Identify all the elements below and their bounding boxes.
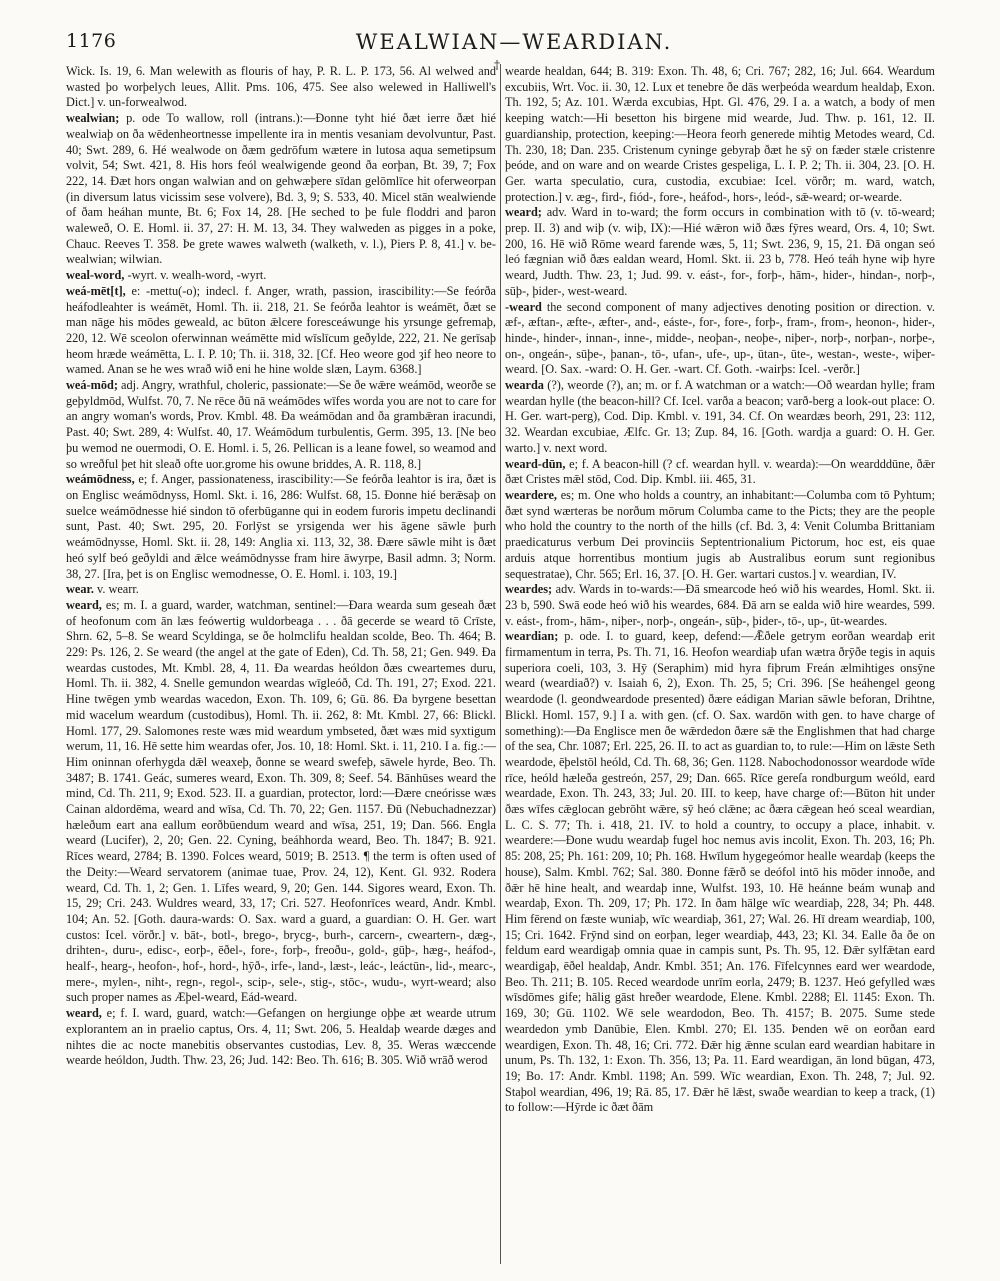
dictionary-entry: [66, 284, 496, 378]
headword: weal-word,: [66, 268, 125, 283]
entry-body: es; m. I. a guard, warder, watchman, sentinel:—Ðara wearda sum geseah ðæt of heofonum com ān læs feówertig wuldorbeaga . . . ðā gecerde se weard tō Crīste, Shrn. 62, 5–8. Se weard Scyldinga, se ðe holmclifu healdan scolde, Beo. Th. 464; B. 229: Ps. 126, 2. Se weard (the angel at the gate of Eden), Cd. Th. 58, 21; Gen. 949. Ða weardas custodes, Mt. Kmbl. 28, 4, 11. Ða weardas heóldon ðæs cweartemes duru, Homl. Th. ii. 382, 4. Snelle gemundon weardas wīgleóð, Cd. Th. 191, 27; Exod. 221. Hine twēgen ymb weardas wacedon, Exon. Th. 109, 6; Gū. 86. Ða byrgene besettan mid wacelum weardum (custodibus), Homl. Th. ii. 262, 8: Mt. Kmbl. 27, 66: Blickl. Homl. 177, 29. Salomones reste wæs mid weardum ymbseted, ðæt wæs mid syxtigum werum, 11, 16. Hē sette him weardas ofer, Jos. 10, 18: Homl. Skt. i. 11, 210. I a. fig.:—Him oninnan oferhygda dǣl weaxeþ, ðonne se weard swefeþ, sāwele hyrde, Beo. Th. 3487; B. 1741. Geác, sumeres weard, Exon. Th. 309, 8; Seef. 54. Bānhūses weard the mind, Cd. Th. 211, 9; Exod. 523. II. a guardian, protector, lord:—Ðære cneórisse wæs Cainan aldordēma, weard and wīsa, Cd. Th. 70, 22; Gen. 1157. Ðū (Nebuchadnezzar) hæleðum eart ana eallum eorðbūendum weard and wīsa, 251, 19; Dan. 566. Engla weard (Lucifer), 2, 20; Gen. 22. Cyning, beáhhorda weard, Beo. Th. 1847; B. 921. Rīces weard, 2784; B. 1390. Folces weard, 5019; B. 2513. ¶ the term is often used of the Deity:—Weard servatorem (animae tuae, Prov. 24, 12), Kent. Gl. 932. Rodera weard, Cd. Th. 1, 2; Gen. 1. Līfes weard, 9, 20; Gen. 144. Sigores weard, Exon. Th. 15, 29; Cri. 243. Wuldres weard, 33, 17; Cri. 527. Heofonrīces weard, Andr. Kmbl. 104; An. 52. [Goth. daura-wards: O. Sax. ward a guard, a guardian: O. H. Ger. wart custos: Icel. vörðr.] v. bāt-, botl-, brego-, brycg-, burh-, carcern-, cweartern-, dæg-, drihten-, duru-, edisc-, eorþ-, ēðel-, fore-, forþ-, freoðu-, gold-, gūþ-, hæg-, heáfod-, healf-, hearg-, heofon-, hof-, hord-, hȳð-, irfe-, land-, læst-, leác-, leáctūn-, lid-, mearc-, mere-, mylen-, niht-, regn-, regol-, scip-, sele-, stig-, stōc-, wudu-, wyrt-weard; also such proper names as Æþel-weard, Eád-weard.: [66, 597, 496, 1005]
dictionary-entry: [505, 629, 935, 1116]
dictionary-entry: [505, 205, 935, 299]
entry-body: the second component of many adjectives denoting position or direction. v. æf-, æftan-, æfte-, æfter-, and-, eáste-, for-, fore-, forþ-, fram-, from-, heonon-, hider-, hinde-, hinder-, innan-, inne-, midde-, neoþan-, neoþe-, niþer-, norþ-, norþan-, norþe-, on-, ongeán-, sūþe-, þanan-, tō-, ufan-, ufe-, up-, ūtan-, ūte-, westan-, weste-, wiþer-weard. [O. Sax. -ward: O. H. Ger. -wart. Cf. Goth. -wairþs: Icel. -verðr.]: [505, 299, 935, 377]
entry-body: e: -mettu(-o); indecl. f. Anger, wrath, passion, irascibility:—Se feórða heáfodleahter is weámēt, Homl. Th. ii. 218, 21. Se feórða leahtor is weámēt, ðæt se man nāge his mōdes geweald, ac būton ǣlcere foresceáwunge his yrsunge gefremaþ, 220, 12. Wē sceolon oferwinnan weámētte mid wīslīcum geðylde, 222, 21. Ne gerīsaþ heom hræde weámētta, L. I. P. 10; Th. ii. 318, 32. [Cf. Heo weore god ȝif heo neore to wamed. Anan se he wes wrað wið eni he hine wolde slæn, Laym. 6368.]: [66, 283, 496, 377]
headword: weard,: [66, 1006, 102, 1021]
headword: weá-mōd;: [66, 378, 118, 393]
dictionary-entry: [66, 378, 496, 472]
headword: weard,: [66, 597, 102, 612]
dictionary-entry: [505, 378, 935, 457]
entry-body: adj. Angry, wrathful, choleric, passionate:—Se ðe wǣre weámōd, weorðe se geþyldmōd, Wulfst. 70, 7. Ne rēce ðū nā weámōdes wīfes worda you are not to care for an angry woman's words, Prov. Kmbl. 48. Ða weámōdan and ða grambǣran iracundi, Past. 40; Swt. 289, 4: Wulfst. 40, 17. Weámōdum turbulentis, Germ. 395, 13. [Ne beo þu wemod ne ouermodi, O. E. Homl. i. 5, 26. Pellican is a leane fowel, so weamod and so wreðful þet hit sleað ofte uor.grome his owune briddes, A. R. 118, 8.]: [66, 378, 496, 471]
headword: wear.: [66, 582, 94, 597]
entry-body: Wick. Is. 19, 6. Man welewith as flouris of hay, P. R. L. P. 173, 56. Al welwed and wasted þo worþelych leues, Allit. Pms. 106, 475. See also welewed in Halliwell's Dict.] v. un-forwealwod.: [66, 64, 496, 110]
right-column: [505, 64, 935, 1269]
entry-body: es; m. One who holds a country, an inhabitant:—Columba com tō Pyhtum; ðæt synd wærteras be norðum mōrum Columba came to the Picts; they are the people who hold the country to the north of the hills (cf. Bd. 3, 4: Venit Columba Brittaniam praedicaturus verbum Dei provinciis Septentrionalium Pictorum, hoc est, eis quae arduis atque horrentibus montium jugis ab Australibus eorum sunt regionibus sequestratae), Chr. 565; Erl. 16, 37. [O. H. Ger. wartari custos.] v. weardian, IV.: [505, 487, 935, 581]
running-head: WEALWIAN—WEARDIAN.: [355, 30, 673, 54]
entry-body: v. wearr.: [96, 582, 139, 597]
dictionary-entry: [505, 300, 935, 379]
headword: weá-mēt[t],: [66, 283, 126, 298]
dictionary-entry: [66, 111, 496, 268]
entry-body: p. ode To wallow, roll (intrans.):—Ðonne tyht hié ðæt ierre ðæt hié wealwiaþ on ða wēdenheortnesse impellente ira in mentis vesaniam devolvuntur, Past. 40; Swt. 289, 6. Hé wealwode on ðæm gedrōfum wætere in lutosa aqua semetipsum volvit, 54; Swt. 421, 8. His hors feól wealwigende geond ða eorþan, Bt. 39, 7; Fox 222, 14. Ðæt hors ongan walwian and on gehwæþere sīdan gelōmlīce hit oferweorpan (in diversum latus vicissim sese volvere), Bd. 3, 9; S. 533, 40. Micel stān wealwiende of ðam heáhan munte, Bt. 6; Fox 14, 28. [He seched to þe fule floddri and þaron waleweð, O. E. Homl. ii. 37, 27: H. M. 13, 34. They walweden as pigges in a poke, Chauc. Reeves T. 358. Þe grete wawes walweth (walketh, v. l.), Piers P. 8, 41.] v. be-wealwian; wilwian.: [66, 111, 496, 267]
headword: wealwian;: [66, 111, 120, 126]
page-header: [66, 26, 962, 56]
entry-body: adv. Wards in to-wards:—Ðā smearcode heó wið his weardes, Homl. Skt. ii. 23 b, 590. Swā eode heó wið his weardes, 684. Ðā arn se ealda wið hire weardes, 599. v. eást-, from-, hām-, niþer-, norþ-, ongeán-, sūþ-, þider-, tō-, up-, ūt-weardes.: [505, 582, 935, 628]
dictionary-entry: [66, 582, 496, 598]
dictionary-entry: [505, 64, 935, 205]
left-column: [66, 64, 496, 1269]
entry-body: e; f. I. ward, guard, watch:—Gefangen on hergiunge oþþe æt wearde utrum explorantem an in praelio captus, Ors. 4, 11; Swt. 206, 5. Healdaþ wearde dæges and nihtes die ac nocte manebitis observantes custodias, Lev. 8, 35. Weras wæccende wearde heóldon, Judth. Thw. 23, 26; Jud. 142: Beo. Th. 616; B. 305. Wið wrāð werod: [66, 1006, 496, 1068]
headword: wearda: [505, 378, 544, 393]
dictionary-entry: [66, 472, 496, 582]
entry-body: wearde healdan, 644; B. 319: Exon. Th. 48, 6; Cri. 767; 282, 16; Jul. 664. Weardum excubiis, Wrt. Voc. ii. 30, 12. Lux et tenebre ðe dās werþeóda weardum healdaþ, Exon. Th. 192, 5; Az. 101. Wærda excubias, Hpt. Gl. 476, 29. I a. a watch, a body of men keeping watch:—Hi besetton his birgene mid wearde, Jud. Thw. p. 161, 12. II. guardianship, protection, keeping:—Heora feorh generede mihtig Metodes weard, Cd. Th. 230, 18; Dan. 235. Cristenum cyninge gebyraþ ðæt he sȳ on fæder stæle cristenre þeóde, and on ware and on wearde Cristes gespeliga, L. I. P. 2; Th. ii. 304, 23. [O. H. Ger. warta speculatio, cura, custodia, excubiae: Icel. vörðr; m. ward, watch, protection.] v. æg-, fird-, fiód-, fore-, heáfod-, hors-, leód-, sǣ-weard; or-wearde.: [505, 64, 935, 204]
dictionary-entry: [505, 457, 935, 488]
headword: -weard: [505, 299, 542, 314]
entry-body: e; f. Anger, passionateness, irascibility:—Se feórða leahtor is ira, ðæt is on Englisc weámōdnyss, Homl. Skt. i. 16, 286: Wulfst. 68, 15. Ðonne hié berǣsaþ on suelce weámōdnesse hié sindon tō oferbūganne qui in eodem furoris impetu declinandi sunt, Past. 40; Swt. 295, 20. Forlȳst se yrsigenda wer his āgene sāwle þurh weámōdnysse, Homl. Skt. ii. 28, 149: Anglia xi. 113, 32, 38. Ðære sāwle miht is ðæt heó sylf beó geðyldi and ǣlce weámōdnysse fram hire āwyrpe, Basil admn. 3; Norm. 38, 27. [Ira, þet is on Englisc wemodnesse, O. E. Homl. i. 103, 19.]: [66, 472, 496, 581]
headword: weardere,: [505, 487, 558, 502]
dictionary-entry: [505, 582, 935, 629]
dictionary-entry: [66, 1006, 496, 1069]
headword: weardes;: [505, 582, 553, 597]
dictionary-entry: [505, 488, 935, 582]
entry-body: e; f. A beacon-hill (? cf. weardan hyll. v. wearda):—On weardddūne, ðǣr ðæt Cristes mǣl stōd, Cod. Dip. Kmbl. iii. 465, 31.: [505, 456, 935, 487]
dictionary-entry: [66, 268, 496, 284]
entry-body: p. ode. I. to guard, keep, defend:—Ǣðele getrym eorðan weardaþ erit firmamentum in terra, Ps. Th. 71, 16. Heofon weardiaþ ufan wætra ðrȳðe tegis in aquis superiora coeli, 103, 3. Hȳ (Seraphim) mid hyra fiþrum Freán ælmihtiges onsȳne weard (weardiað?) v. Isaiah 6, 2), Exon. Th. 25, 5; Cri. 396. [Se heáhengel geong weardode (l. geondweardode presented) ðære eádigan Marian sāwle beforan, Drihtne, Blickl. Homl. 157, 9.] I a. with gen. (cf. O. Sax. wardōn with gen. to have charge of something):—Ða Englisce men ðe wǣrdedon ðære sǣ the Englishmen that had charge of the sea, Chr. 1087; Erl. 225, 26. II. to act as guardian to, to rule:—Him on lǣste Seth weardode, ēþelstōl heóld, Cd. Th. 68, 36; Gen. 1128. Nabochodonossor weardode wīde rīce, heóld hæleða gestreón, 257, 29; Dan. 665. Rīce gereſa rondburgum weóld, eard weardade, Exon. Th. 243, 33; Jul. 20. III. to keep, have charge of:—Būton hit under ðæs wīfes cǣglocan gebrōht wǣre, sȳ heó clǣne; ac ðæra cǣgean heó sceal weardian, L. C. S. 77; Th. i. 418, 21. IV. to hold a country, to occupy a place, inhabit. v. weardere:—Ðone wudu weardaþ fugel hoc nemus avis incolit, Exon. Th. 203, 16; Ph. 85: 208, 25; Ph. 161: 209, 10; Ph. 168. Hwīlum hygegeómor healle weardaþ (keeps the house), Salm. Kmbl. 762; Sal. 380. Ðonne fǣrð se deófol intō his mōder innoðe, and ðǣr hē hine healt, and weardaþ inne, Wulfst. 193, 10. Hē heánne beám wunaþ and weardaþ, Exon. Th. 209, 17; Ph. 172. In ðam hālge wīc weardiaþ, 228, 34; Ph. 448. Him fērend on fæste wuniaþ, wīc weardiaþ, 361, 27; Wal. 26. Hī dream weardiaþ, 100, 15; Cri. 1642. Frȳnd sind on eorþan, leger weardiaþ, 443, 23; Kl. 34. Ealle ða ðe on feldum eard weardigaþ omnia quae in campis sunt, Ps. Th. 95, 12. Ðǣr sylfǣtan eard weardigaþ, ēðel healdaþ, Andr. Kmbl. 351; An. 176. Fīfelcynnes eard wer weardode, Beo. Th. 211; B. 105. Reced weardode unrīm eorla, 2479; B. 1237. Heó gefylled wæs wīsdōmes gife; hālig gāst hreðer weardode, Elene. Kmbl. 2288; El. 1145: Exon. Th. 169, 30; Gū. 1102. Wē sele weardodon, Beo. Th. 4157; B. 2075. Sume stede weardedon ymb Danūbie, Elen. Kmbl. 270; El. 135. Þenden wē on eorðan eard weardigen, Exon. Th. 48, 16; Cri. 772. Ðǣr hig ǣnne sculan eard weardian habitare in unum, Ps. Th. 132, 1: Exon. Th. 356, 13; Pa. 11. Eard weardigan, ān lond būgan, 473, 19; Bo. 17: Andr. Kmbl. 1198; An. 599. Wīc weardian, Exon. Th. 248, 7; Jul. 92. Staþol weardian, 496, 19; Rā. 85, 17. Ðǣr hē lǣst, swaðe weardian to keep a track, (1) to follow:—Hȳrde ic ðæt ðām: [505, 629, 935, 1115]
headword: weard-dūn,: [505, 456, 566, 471]
dictionary-entry: [66, 64, 496, 111]
entry-body: adv. Ward in to-ward; the form occurs in combination with tō (v. tō-weard; prep. II. 3) and wiþ (v. wiþ, IX):—Hié wǣron wið ðæs fȳres weard, Ors. 4, 10; Swt. 200, 16. Hē wið Rōme weard farende wæs, 5, 11; Swt. 236, 9, 15, 21. Ðā ongan seó leó fægnian wið ðæs ealdan weard, Homl. Skt. ii. 23 b, 778. Heó teáh hyne wiþ hyre weard, Judth. Thw. 23, 1; Jud. 99. v. eást-, for-, forþ-, hām-, hider-, hindan-, norþ-, sūþ-, þider-, west-weard.: [505, 205, 935, 298]
dictionary-entry: [66, 598, 496, 1006]
entry-body: (?), weorde (?), an; m. or f. A watchman or a watch:—Oð weardan hylle; fram weardan hylle (the beacon-hill? Cf. Icel. varða a beacon; varð-berg a look-out place: O. H. Ger. wart-perg), Cod. Dip. Kmbl. v. 191, 34. Cf. On weardæs beorh, 291, 23: 112, 32. Weardan excubiae, Ælfc. Gr. 13; Zup. 84, 16. [Goth. wardja a guard: O. H. Ger. warto.] v. next word.: [505, 378, 935, 455]
headword: weardian;: [505, 629, 559, 644]
page-number: 1176: [66, 30, 117, 52]
headword: weámōdness,: [66, 472, 135, 487]
column-divider-mark: †: [494, 58, 500, 72]
column-divider: [500, 64, 501, 1264]
headword: weard;: [505, 205, 542, 220]
entry-body: -wyrt. v. wealh-word, -wyrt.: [127, 268, 267, 283]
